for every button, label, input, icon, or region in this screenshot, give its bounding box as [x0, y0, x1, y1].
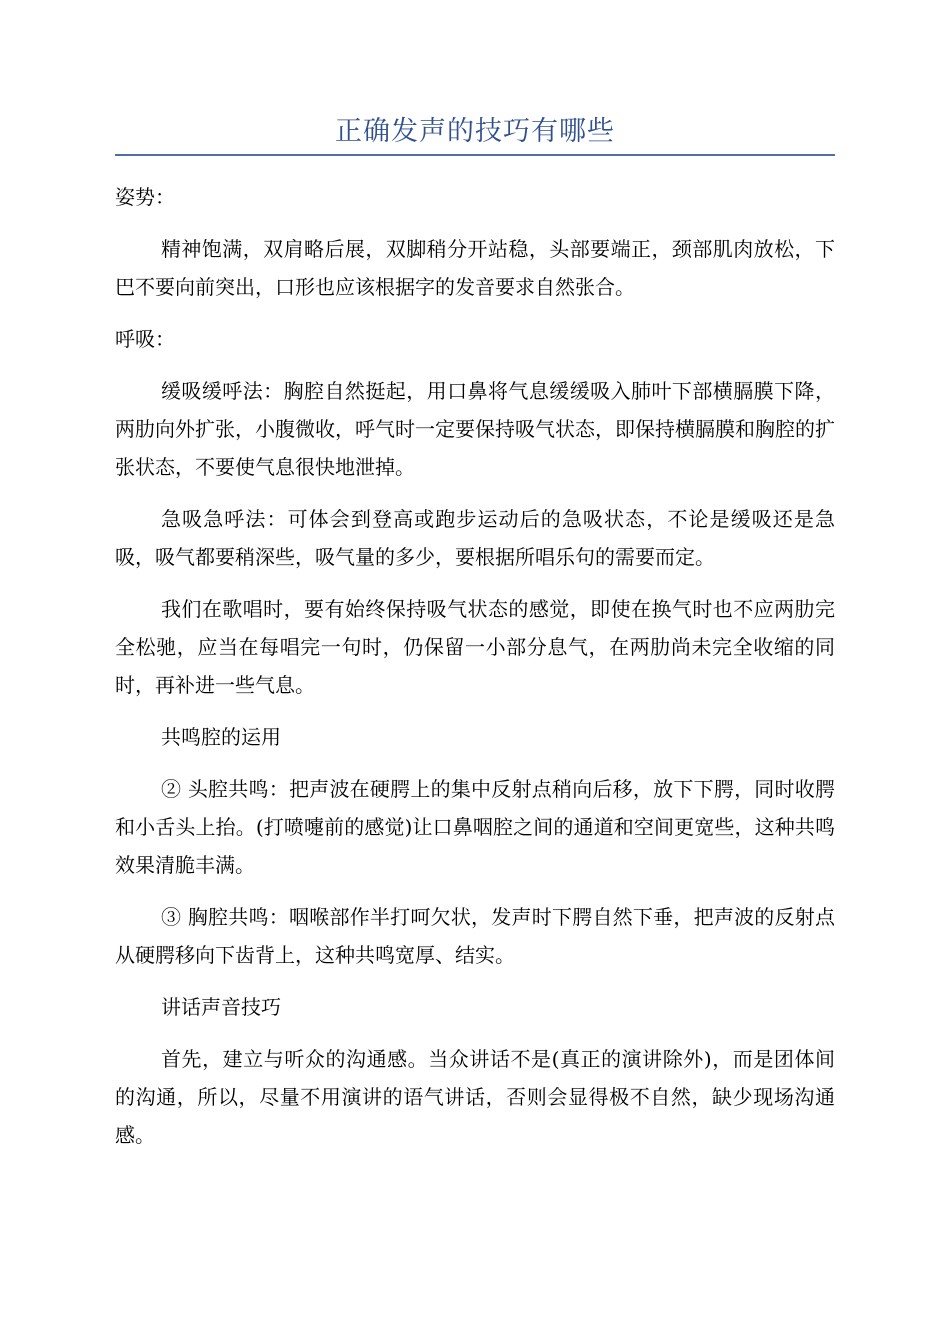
document-title: 正确发声的技巧有哪些: [335, 116, 615, 147]
heading-posture: 姿势：: [115, 185, 175, 209]
paragraph-fast-breathing: 急吸急呼法：可体会到登高或跑步运动后的急吸状态，不论是缓吸还是急吸，吸气都要稍深些，吸气量的多少，要根据所唱乐句的需要而定。: [115, 507, 835, 569]
paragraph-breath-support: 我们在歌唱时，要有始终保持吸气状态的感觉，即使在换气时也不应两肋完全松驰，应当在每唱完一句时，仍保留一小部分息气，在两肋尚未完全收缩的同时，再补进一些气息。: [115, 597, 835, 697]
paragraph-slow-breathing: 缓吸缓呼法：胸腔自然挺起，用口鼻将气息缓缓吸入肺叶下部横膈膜下降，两肋向外扩张，小腹微收，呼气时一定要保持吸气状态，即保持横膈膜和胸腔的扩张状态，不要使气息很快地泄掉。: [115, 379, 835, 479]
heading-resonance: 共鸣腔的运用: [161, 725, 281, 749]
heading-breathing: 呼吸：: [115, 327, 175, 351]
heading-speaking-technique: 讲话声音技巧: [161, 995, 281, 1019]
paragraph-chest-resonance: ③ 胸腔共鸣：咽喉部作半打呵欠状，发声时下腭自然下垂，把声波的反射点从硬腭移向下齿背上，这种共鸣宽厚、结实。: [115, 905, 835, 967]
title-underline: [115, 154, 835, 156]
paragraph-head-resonance: ② 头腔共鸣：把声波在硬腭上的集中反射点稍向后移，放下下腭，同时收腭和小舌头上抬。(打喷嚏前的感觉)让口鼻咽腔之间的通道和空间更宽些，这种共鸣效果清脆丰满。: [115, 777, 835, 877]
document-body: [115, 178, 835, 1168]
paragraph-posture: 精神饱满，双肩略后展，双脚稍分开站稳，头部要端正，颈部肌肉放松，下巴不要向前突出，口形也应该根据字的发音要求自然张合。: [115, 237, 835, 299]
paragraph-audience-connection: 首先，建立与听众的沟通感。当众讲话不是(真正的演讲除外)，而是团体间的沟通，所以，尽量不用演讲的语气讲话，否则会显得极不自然，缺少现场沟通感。: [115, 1047, 835, 1147]
